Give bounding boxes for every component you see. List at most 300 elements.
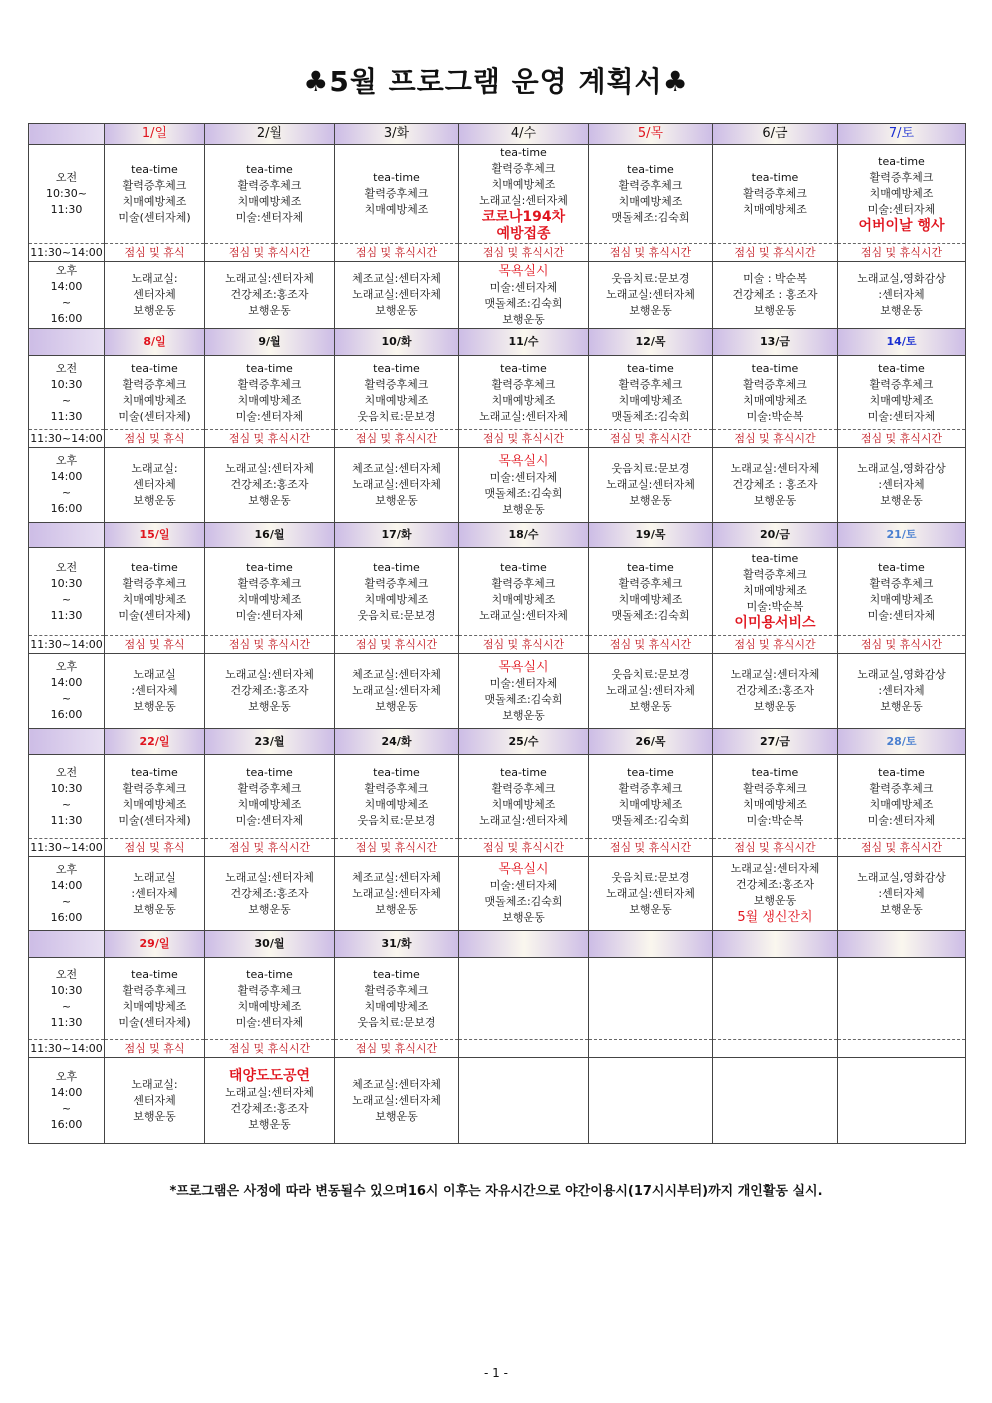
cell-line: 노래교실:센터자체 [225, 272, 314, 285]
cell-line: 활력증후체크 [122, 179, 187, 192]
page-number: - 1 - [484, 1366, 508, 1380]
cell-line: 노래교실:센터자체 [730, 668, 820, 681]
cell-line: 치매예방체조 [491, 178, 556, 191]
cell-line: tea-time [627, 163, 674, 176]
day-header: 16/월 [205, 523, 335, 548]
cell-line: 미술:센터자체 [489, 879, 558, 892]
cell-line: :센터자체 [878, 886, 925, 900]
cell-line: 노래교실:센터자체 [479, 409, 568, 423]
cell-line: 노래교실 [133, 668, 176, 681]
cell-line: tea-time [131, 765, 178, 779]
lunch-cell: 점심 및 휴식시간 [459, 839, 589, 857]
am-row [29, 755, 966, 839]
cell-line: 치매예방체조 [743, 584, 807, 597]
am-program-cell [205, 145, 335, 244]
pm-row [29, 262, 966, 329]
day-header: 26/목 [589, 729, 713, 755]
day-header: 19/목 [589, 523, 713, 548]
lunch-cell: 점심 및 휴식시간 [713, 636, 838, 654]
cell-line: 활력증후체크 [122, 377, 187, 391]
cell-line: tea-time [373, 171, 420, 184]
cell-line: 활력증후체크 [364, 187, 429, 200]
cell-line: 활력증후체크 [491, 781, 556, 795]
cell-line: 11:30 [50, 1015, 83, 1029]
am-program-cell [459, 548, 589, 636]
am-program-cell [459, 356, 589, 430]
pm-program-cell [105, 857, 205, 931]
cell-line: 미술:센터자체 [867, 608, 936, 622]
am-program-cell [205, 356, 335, 430]
week-header-row [29, 523, 966, 548]
cell-line: 활력증후체크 [364, 781, 429, 795]
cell-line: 센터자체 [133, 478, 176, 491]
cell-line: :센터자체 [878, 478, 925, 491]
cell-line: 활력증후체크 [237, 983, 302, 997]
am-program-cell [838, 356, 966, 430]
cell-line: 맷돌체조:김숙희 [611, 813, 690, 827]
pm-program-cell [838, 654, 966, 729]
pm-program-cell [205, 448, 335, 523]
cell-line: 치매예방체조 [618, 393, 683, 407]
cell-line: 활력증후체크 [743, 568, 807, 581]
lunch-cell: 점심 및 휴식시간 [838, 636, 966, 654]
cell-line: 11:30 [50, 608, 83, 622]
pm-program-cell [335, 262, 459, 329]
cell-line: 노래교실:센터자체 [606, 288, 695, 301]
cell-line: ~ [61, 999, 72, 1013]
cell-line: 노래교실:센터자체 [730, 862, 820, 875]
pm-program-cell [713, 654, 838, 729]
cell-line: 활력증후체크 [122, 576, 187, 590]
cell-line: :센터자체 [878, 288, 925, 301]
cell-line: 보행운동 [880, 304, 923, 317]
cell-line: 체조교실:센터자체 [352, 1077, 441, 1091]
cell-line: 노래교실:센터자체 [352, 478, 441, 491]
pm-program-cell [105, 262, 205, 329]
cell-line: 보행운동 [133, 700, 176, 713]
cell-line: tea-time [246, 967, 293, 981]
cell-line: ~ [61, 592, 72, 606]
lunch-time-cell: 11:30~14:00 [29, 430, 105, 448]
cell-line: 보행운동 [629, 902, 672, 916]
cell-line: ~ [61, 486, 72, 499]
lunch-time-cell: 11:30~14:00 [29, 839, 105, 857]
header-blank [29, 124, 105, 145]
lunch-cell: 점심 및 휴식시간 [459, 430, 589, 448]
cell-line: tea-time [878, 361, 925, 375]
cell-line: 치매예방체조 [122, 592, 187, 606]
cell-line: 오전 [55, 765, 78, 779]
cell-line: 건강체조:홍조자 [230, 886, 309, 900]
am-row [29, 356, 966, 430]
pm-program-cell [713, 448, 838, 523]
cell-line: 활력증후체크 [743, 781, 807, 795]
cell-line: 노래교실:센터자체 [225, 668, 314, 681]
lunch-cell: 점심 및 휴식시간 [205, 636, 335, 654]
lunch-cell: 점심 및 휴식시간 [459, 244, 589, 262]
cell-line: 치매예방체조 [869, 186, 934, 200]
cell-line: 센터자체 [133, 1093, 176, 1107]
cell-line: 맷돌체조:김숙희 [611, 409, 690, 423]
cell-line: 10:30 [50, 781, 83, 795]
cell-line: 10:30~ [46, 187, 87, 200]
day-header: 7/토 [838, 124, 966, 145]
cell-line: 14:00 [50, 470, 83, 483]
cell-line: 치매예방체조 [743, 797, 807, 811]
lunch-cell: 점심 및 휴식시간 [205, 244, 335, 262]
am-program-cell [335, 145, 459, 244]
cell-line: 오전 [55, 361, 78, 375]
lunch-time-cell: 11:30~14:00 [29, 636, 105, 654]
cell-line: 치매예방체조 [491, 797, 556, 811]
cell-line: 보행운동 [248, 304, 291, 317]
am-program-cell [205, 755, 335, 839]
cell-line: tea-time [373, 361, 420, 375]
cell-line: tea-time [246, 163, 293, 176]
cell-line: 건강체조 : 홍조자 [732, 288, 818, 301]
cell-line: 보행운동 [133, 902, 176, 916]
cell-line: 활력증후체크 [237, 781, 302, 795]
cell-line: :센터자체 [878, 684, 925, 697]
cell-line: 맷돌체조:김숙희 [611, 608, 690, 622]
cell-line: 활력증후체크 [618, 377, 683, 391]
cell-line: tea-time [751, 171, 799, 184]
cell-line: 활력증후체크 [364, 576, 429, 590]
pm-row [29, 1058, 966, 1144]
lunch-cell: 점심 및 휴식시간 [459, 636, 589, 654]
cell-line: 노래교실:센터자체 [479, 608, 568, 622]
cell-line: 노래교실: [131, 272, 178, 285]
day-header: 1/일 [105, 124, 205, 145]
cell-line: 건강체조 : 홍조자 [732, 478, 818, 491]
cell-line: 미술:센터자체 [235, 608, 304, 622]
cell-line: 치매예방체조 [491, 393, 556, 407]
cell-line: 건강체조:홍조자 [230, 1102, 309, 1115]
am-program-cell [589, 755, 713, 839]
day-header [459, 931, 589, 958]
pm-program-cell [713, 1058, 838, 1144]
cell-line: 치매예방체조 [869, 592, 934, 606]
day-header [838, 931, 966, 958]
am-program-cell [335, 755, 459, 839]
cell-line: 치매예방체조 [364, 592, 429, 606]
pm-program-cell [838, 1058, 966, 1144]
cell-line: 노래교실,영화감상 [857, 870, 946, 884]
day-header: 25/수 [459, 729, 589, 755]
cell-line: 5월 생신잔치 [737, 910, 813, 925]
cell-line: 노래교실:센터자체 [225, 462, 314, 475]
cell-line: 치매예방체조 [122, 797, 187, 811]
am-program-cell [105, 548, 205, 636]
lunch-cell: 점심 및 휴식시간 [335, 1040, 459, 1058]
cell-line: 보행운동 [753, 894, 797, 907]
cell-line: :센터자체 [131, 886, 178, 900]
cell-line: tea-time [751, 765, 799, 779]
cell-line: tea-time [131, 361, 178, 375]
pm-program-cell [838, 262, 966, 329]
pm-time-cell [29, 1058, 105, 1144]
cell-line: 웃음치료:문보경 [611, 462, 690, 475]
cell-line: 오전 [55, 560, 78, 574]
am-row [29, 548, 966, 636]
day-header [589, 931, 713, 958]
cell-line: 활력증후체크 [491, 377, 556, 391]
am-program-cell [838, 958, 966, 1040]
lunch-cell: 점심 및 휴식시간 [335, 244, 459, 262]
cell-line: 예방접종 [496, 226, 551, 242]
am-program-cell [838, 548, 966, 636]
cell-line: 활력증후체크 [364, 377, 429, 391]
cell-line: 노래교실:센터자체 [225, 1086, 314, 1099]
day-header: 14/토 [838, 329, 966, 356]
lunch-cell [838, 1040, 966, 1058]
cell-line: 보행운동 [629, 700, 672, 713]
cell-line: 센터자체 [133, 288, 176, 301]
week-header-row [29, 124, 966, 145]
cell-line: ~ [61, 1101, 72, 1115]
cell-line: 노래교실:센터자체 [479, 813, 568, 827]
cell-line: 10:30 [50, 983, 83, 997]
day-header: 31/화 [335, 931, 459, 958]
day-header: 28/토 [838, 729, 966, 755]
cell-line: 10:30 [50, 576, 83, 590]
cell-line: 노래교실:센터자체 [352, 886, 441, 900]
cell-line: 오후 [55, 660, 78, 673]
pm-program-cell [105, 448, 205, 523]
am-program-cell [589, 548, 713, 636]
lunch-cell: 점심 및 휴식 [105, 244, 205, 262]
cell-line: 노래교실:센터자체 [225, 870, 314, 884]
cell-line: 노래교실:센터자체 [352, 1093, 441, 1107]
lunch-cell: 점심 및 휴식시간 [205, 1040, 335, 1058]
lunch-cell: 점심 및 휴식 [105, 839, 205, 857]
cell-line: 보행운동 [375, 304, 418, 317]
cell-line: 맷돌체조:김숙희 [484, 486, 563, 500]
lunch-cell: 점심 및 휴식시간 [838, 430, 966, 448]
cell-line: 태양도도공연 [228, 1068, 311, 1084]
lunch-cell: 점심 및 휴식시간 [713, 839, 838, 857]
day-header: 2/월 [205, 124, 335, 145]
cell-line: 치매예방체조 [237, 592, 302, 606]
cell-line: tea-time [246, 361, 293, 375]
cell-line: 치매예방체조 [122, 393, 187, 407]
lunch-row [29, 430, 966, 448]
cell-line: 미술(센터자체) [118, 211, 191, 224]
cell-line: 치매예방체조 [122, 999, 187, 1013]
cell-line: 보행운동 [880, 494, 923, 507]
day-header: 22/일 [105, 729, 205, 755]
header-blank [29, 329, 105, 356]
pm-program-cell [205, 1058, 335, 1144]
cell-line: 미술:박순복 [746, 600, 804, 613]
lunch-time-cell: 11:30~14:00 [29, 244, 105, 262]
cell-line: 보행운동 [880, 902, 923, 916]
lunch-cell: 점심 및 휴식시간 [335, 430, 459, 448]
cell-line: tea-time [500, 560, 547, 574]
cell-line: 미술:박순복 [746, 813, 804, 827]
cell-line: 체조교실:센터자체 [352, 272, 441, 285]
cell-line: 활력증후체크 [618, 576, 683, 590]
pm-program-cell [335, 857, 459, 931]
am-time-cell [29, 356, 105, 430]
cell-line: 건강체조:홍조자 [735, 684, 815, 697]
lunch-row [29, 244, 966, 262]
cell-line: 웃음치료:문보경 [357, 1015, 436, 1029]
cell-line: 보행운동 [880, 700, 923, 713]
day-header: 24/화 [335, 729, 459, 755]
am-program-cell [713, 755, 838, 839]
cell-line: 치매예방체조 [364, 393, 429, 407]
day-header: 17/화 [335, 523, 459, 548]
cell-line: 웃음치료:문보경 [357, 608, 436, 622]
lunch-cell: 점심 및 휴식시간 [838, 839, 966, 857]
am-program-cell [205, 958, 335, 1040]
day-header: 15/일 [105, 523, 205, 548]
cell-line: 14:00 [50, 280, 83, 293]
am-program-cell [838, 755, 966, 839]
cell-line: 활력증후체크 [122, 983, 187, 997]
cell-line: 노래교실:센터자체 [352, 288, 441, 301]
cell-line: 미술:센터자체 [235, 211, 304, 224]
am-program-cell [589, 145, 713, 244]
cell-line: ~ [61, 797, 72, 811]
lunch-cell: 점심 및 휴식 [105, 636, 205, 654]
am-program-cell [105, 958, 205, 1040]
cell-line: 14:00 [50, 878, 83, 892]
lunch-cell: 점심 및 휴식시간 [335, 636, 459, 654]
pm-program-cell [589, 1058, 713, 1144]
cell-line: 오전 [55, 171, 78, 184]
lunch-cell: 점심 및 휴식시간 [589, 636, 713, 654]
cell-line: 10:30 [50, 377, 83, 391]
cell-line: 치매예방체조 [122, 195, 187, 208]
pm-time-cell [29, 857, 105, 931]
pm-program-cell [589, 448, 713, 523]
cell-line: 보행운동 [502, 911, 545, 924]
pm-program-cell [459, 1058, 589, 1144]
pm-program-cell [459, 262, 589, 329]
day-header: 13/금 [713, 329, 838, 356]
day-header: 18/수 [459, 523, 589, 548]
lunch-cell: 점심 및 휴식시간 [713, 244, 838, 262]
cell-line: 미술(센터자체) [118, 409, 191, 423]
day-header: 30/월 [205, 931, 335, 958]
cell-line: 활력증후체크 [743, 377, 807, 391]
cell-line: 보행운동 [375, 494, 418, 507]
lunch-cell: 점심 및 휴식시간 [205, 430, 335, 448]
lunch-cell: 점심 및 휴식시간 [335, 839, 459, 857]
cell-line: 보행운동 [753, 700, 797, 713]
cell-line: 목욕실시 [498, 263, 549, 279]
lunch-cell: 점심 및 휴식시간 [713, 430, 838, 448]
cell-line: 활력증후체크 [364, 983, 429, 997]
cell-line: 보행운동 [375, 1109, 418, 1123]
cell-line: 16:00 [50, 502, 83, 515]
lunch-row [29, 1040, 966, 1058]
cell-line: 체조교실:센터자체 [352, 462, 441, 475]
am-program-cell [105, 755, 205, 839]
week-header-row [29, 931, 966, 958]
cell-line: 보행운동 [248, 700, 291, 713]
cell-line: 치매예방체조 [743, 203, 807, 216]
cell-line: tea-time [878, 765, 925, 779]
cell-line: 미술(센터자체) [118, 608, 191, 622]
lunch-row [29, 839, 966, 857]
cell-line: 치매예방체조 [491, 592, 556, 606]
cell-line: 맷돌체조:김숙희 [611, 211, 690, 224]
cell-line: 치매예방체조 [869, 797, 934, 811]
am-program-cell [335, 356, 459, 430]
schedule-table [28, 123, 966, 1144]
cell-line: 웃음치료:문보경 [357, 409, 436, 423]
cell-line: 16:00 [50, 1117, 83, 1131]
cell-line: 활력증후체크 [618, 781, 683, 795]
cell-line: 치매예방체조 [364, 797, 429, 811]
cell-line: 보행운동 [248, 1118, 291, 1131]
pm-program-cell [459, 857, 589, 931]
cell-line: 어버이날 행사 [858, 217, 945, 234]
cell-line: tea-time [751, 552, 799, 565]
cell-line: 보행운동 [133, 304, 176, 317]
lunch-row [29, 636, 966, 654]
am-program-cell [713, 548, 838, 636]
cell-line: 보행운동 [248, 494, 291, 507]
cell-line: tea-time [627, 765, 674, 779]
pm-program-cell [838, 857, 966, 931]
cell-line: 활력증후체크 [869, 781, 934, 795]
header-blank [29, 931, 105, 958]
cell-line: 체조교실:센터자체 [352, 668, 441, 681]
pm-program-cell [105, 1058, 205, 1144]
cell-line: 노래교실 [133, 870, 176, 884]
cell-line: 체조교실:센터자체 [352, 870, 441, 884]
am-time-cell [29, 958, 105, 1040]
am-program-cell [713, 958, 838, 1040]
week-header-row [29, 729, 966, 755]
day-header: 3/화 [335, 124, 459, 145]
am-program-cell [713, 145, 838, 244]
pm-row [29, 654, 966, 729]
cell-line: 미술:센터자체 [235, 1015, 304, 1029]
cell-line: tea-time [627, 560, 674, 574]
am-program-cell [105, 356, 205, 430]
cell-line: 웃음치료:문보경 [357, 813, 436, 827]
cell-line: tea-time [751, 361, 799, 375]
cell-line: 14:00 [50, 1085, 83, 1099]
day-header: 29/일 [105, 931, 205, 958]
footer-note: *프로그램은 사정에 따라 변동될수 있으며16시 이후는 자유시간으로 야간이용시(17시시부터)까지 개인활동 실시. [169, 1184, 823, 1199]
cell-line: 노래교실:센터자체 [606, 886, 695, 900]
cell-line: 활력증후체크 [491, 162, 556, 175]
day-header: 10/화 [335, 329, 459, 356]
pm-time-cell [29, 654, 105, 729]
day-header: 23/월 [205, 729, 335, 755]
am-program-cell [459, 755, 589, 839]
cell-line: 노래교실,영화감상 [857, 272, 946, 285]
cell-line: 건강체조:홍조자 [230, 288, 309, 301]
cell-line: tea-time [373, 967, 420, 981]
cell-line: ~ [61, 894, 72, 908]
cell-line: 건강체조:홍조자 [230, 684, 309, 697]
cell-line: 보행운동 [502, 502, 545, 516]
day-header: 11/수 [459, 329, 589, 356]
cell-line: 목욕실시 [498, 659, 549, 675]
cell-line: 오후 [55, 1069, 78, 1083]
pm-program-cell [589, 857, 713, 931]
am-program-cell [589, 958, 713, 1040]
cell-line: 활력증후체크 [869, 576, 934, 590]
cell-line: 미술(센터자체) [118, 1015, 191, 1029]
